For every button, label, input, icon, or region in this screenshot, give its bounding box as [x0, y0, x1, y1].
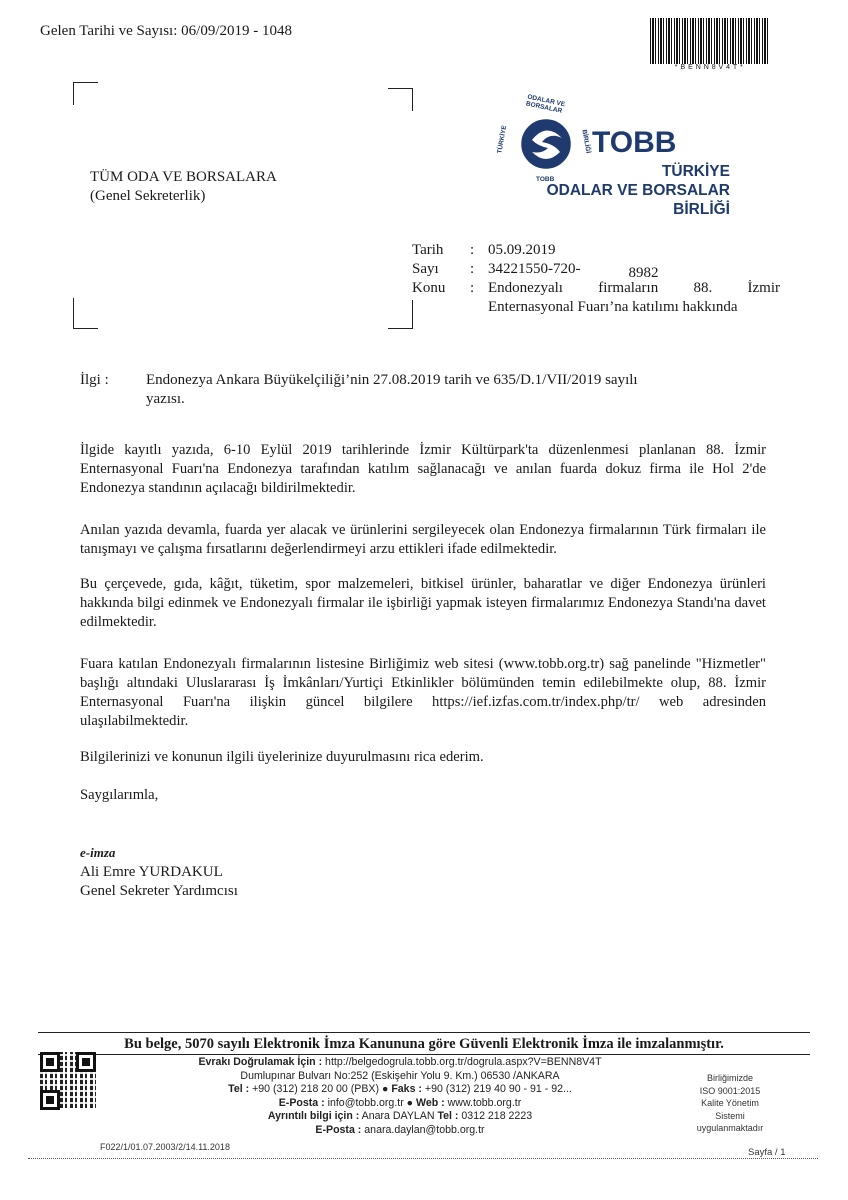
- closing: Saygılarımla,: [80, 787, 159, 803]
- body-paragraph-3: Bu çerçevede, gıda, kâğıt, tüketim, spor malzemeleri, bitkisel ürünler, baharatlar ve diğer Endonezya ürünleri hakkında bilgi edinmek ve Endonezyalı firmalar ile işbirliği yapmak isteyen firmalarımız Endonezya Standı'na davet edilmektedir.: [80, 576, 766, 630]
- footer-contact: [130, 1056, 670, 1137]
- reference-line2: yazısı.: [146, 391, 185, 407]
- footer-contact-person: Ayrıntılı bilgi için : Anara DAYLAN Tel : 0312 218 2223: [267, 1110, 533, 1122]
- form-code: F022/1/01.07.2003/2/14.11.2018: [100, 1142, 230, 1152]
- signatory-title: Genel Sekreter Yardımcısı: [80, 883, 238, 899]
- body-paragraph-5: Bilgilerinizi ve konunun ilgili üyelerinize duyurulmasını rica ederim.: [80, 749, 484, 765]
- meta-subject-line2: Enternasyonal Fuarı’na katılımı hakkında: [488, 299, 738, 315]
- meta-number-label: Sayı: [412, 261, 439, 277]
- reference-line1: Endonezya Ankara Büyükelçiliği’nin 27.08.2019 tarih ve 635/D.1/VII/2019 sayılı: [146, 372, 638, 388]
- footer-web[interactable]: www.tobb.org.tr: [447, 1096, 522, 1109]
- signatory-name: Ali Emre YURDAKUL: [80, 864, 223, 880]
- footer-dotted-rule: [28, 1158, 818, 1159]
- meta-date-value: 05.09.2019: [488, 242, 556, 258]
- seal-text-left: TÜRKİYE: [496, 124, 509, 155]
- footer-contact-email: E-Posta : anara.daylan@tobb.org.tr: [315, 1123, 485, 1136]
- reference-text: [146, 371, 766, 409]
- footer-rule-top: [38, 1032, 810, 1033]
- window-corner-tl: [73, 82, 98, 105]
- window-corner-bl: [73, 298, 98, 329]
- meta-number-suffix: 8982: [628, 265, 659, 281]
- contact-email-link[interactable]: anara.daylan@tobb.org.tr: [364, 1123, 485, 1136]
- seal-text-right: BİRLİĞİ: [580, 129, 592, 154]
- seal-text-top: ODALAR VE BORSALAR: [525, 93, 566, 115]
- meta-date: Tarih : 05.09.2019: [412, 242, 556, 258]
- body-paragraph-4: Fuara katılan Endonezyalı firmalarının listesine Birliğimiz web sitesi (www.tobb.org.tr) sağ panelinde "Hizmetler" başlığı altındaki Uluslararası İş İmkânları/Yurtiçi Etkinlikler bölümünden temin edilebilmekte olup, 88. İzmir Enternasyonal Fuarı'na ilişkin güncel bilgilere https://ief.izfas.com.tr/index.php/tr/ web adresinden ulaşılabilmektedir.: [80, 656, 766, 729]
- footer-verify: Evrakı Doğrulamak İçin : http://belgedogrula.tobb.org.tr/dogrula.aspx?V=BENN8V4T: [198, 1056, 602, 1068]
- meta-subject-line1: Endonezyalı firmaların 88. İzmir: [488, 280, 780, 296]
- tobb-brand: TOBB: [592, 126, 677, 159]
- body-paragraph-1: İlgide kayıtlı yazıda, 6-10 Eylül 2019 tarihlerinde İzmir Kültürpark'ta düzenlenmesi planlanan 88. İzmir Enternasyonal Fuarı'na Endonezya tarafından katılım sağlanacağı ve anılan fuarda dokuz firma ile Hol 2'de Endonezya standının açılacağı bildirilmektedir.: [80, 442, 766, 496]
- qr-code-finder: [40, 1090, 60, 1110]
- barcode: [650, 18, 768, 64]
- esign-notice: Bu belge, 5070 sayılı Elektronik İmza Kanununa göre Güvenli Elektronik İmza ile imzalanmıştır.: [124, 1036, 724, 1052]
- esign-mark: e-imza: [80, 845, 116, 860]
- meta-subject-label: Konu: [412, 280, 446, 296]
- meta-date-label: Tarih: [412, 242, 444, 258]
- barcode-text: * B E N N 8 V 4 T *: [674, 64, 744, 71]
- verify-link[interactable]: http://belgedogrula.tobb.org.tr/dogrula.aspx?V=BENN8V4T: [325, 1056, 602, 1068]
- recipient-line1: TÜM ODA VE BORSALARA: [90, 169, 277, 185]
- received-date: Gelen Tarihi ve Sayısı: 06/09/2019 - 1048: [40, 23, 292, 39]
- signatory: [80, 863, 238, 901]
- meta-number: Sayı : 34221550-720- 8982: [412, 261, 659, 281]
- reference-label: İlgi :: [80, 372, 109, 388]
- tobb-name-line1: TÜRKİYE: [661, 163, 730, 180]
- page-number: Sayfa / 1: [748, 1147, 786, 1158]
- tobb-name-line2: ODALAR VE BORSALAR: [546, 182, 730, 199]
- meta-subject: Konu : Endonezyalı firmaların 88. İzmir: [412, 280, 780, 296]
- recipient: [90, 168, 277, 206]
- tobb-name: [540, 162, 730, 219]
- meta-number-value: 34221550-720-: [488, 261, 581, 277]
- iso-notice: Birliğimizde ISO 9001:2015 Kalite Yönetim Sistemi uygulanmaktadır: [696, 1073, 764, 1133]
- footer-phone: Tel : +90 (312) 218 20 00 (PBX) ● Faks : +90 (312) 219 40 90 - 91 - 92...: [228, 1083, 572, 1095]
- footer-address: Dumlupınar Bulvarı No:252 (Eskişehir Yolu 9. Km.) 06530 /ANKARA: [240, 1069, 560, 1082]
- letter-meta: [412, 241, 784, 317]
- window-corner-tr: [388, 88, 413, 111]
- tobb-name-line3: BİRLİĞİ: [673, 201, 730, 218]
- footer-email-web: E-Posta : info@tobb.org.tr ● Web : www.tobb.org.tr: [278, 1096, 522, 1109]
- footer-rule-bottom: [38, 1054, 810, 1055]
- window-corner-br: [388, 300, 413, 329]
- seal-text-bottom: TOBB: [536, 176, 555, 183]
- footer-email[interactable]: info@tobb.org.tr: [327, 1096, 404, 1109]
- body-paragraph-2: Anılan yazıda devamla, fuarda yer alacak ve ürünlerini sergileyecek olan Endonezya firmalarının Türk firmaları ile tanışmayı ve çalışma fırsatlarını değerlendirmeyi arzu ettikleri ifade edilmektedir.: [80, 522, 766, 557]
- recipient-line2: (Genel Sekreterlik): [90, 188, 206, 204]
